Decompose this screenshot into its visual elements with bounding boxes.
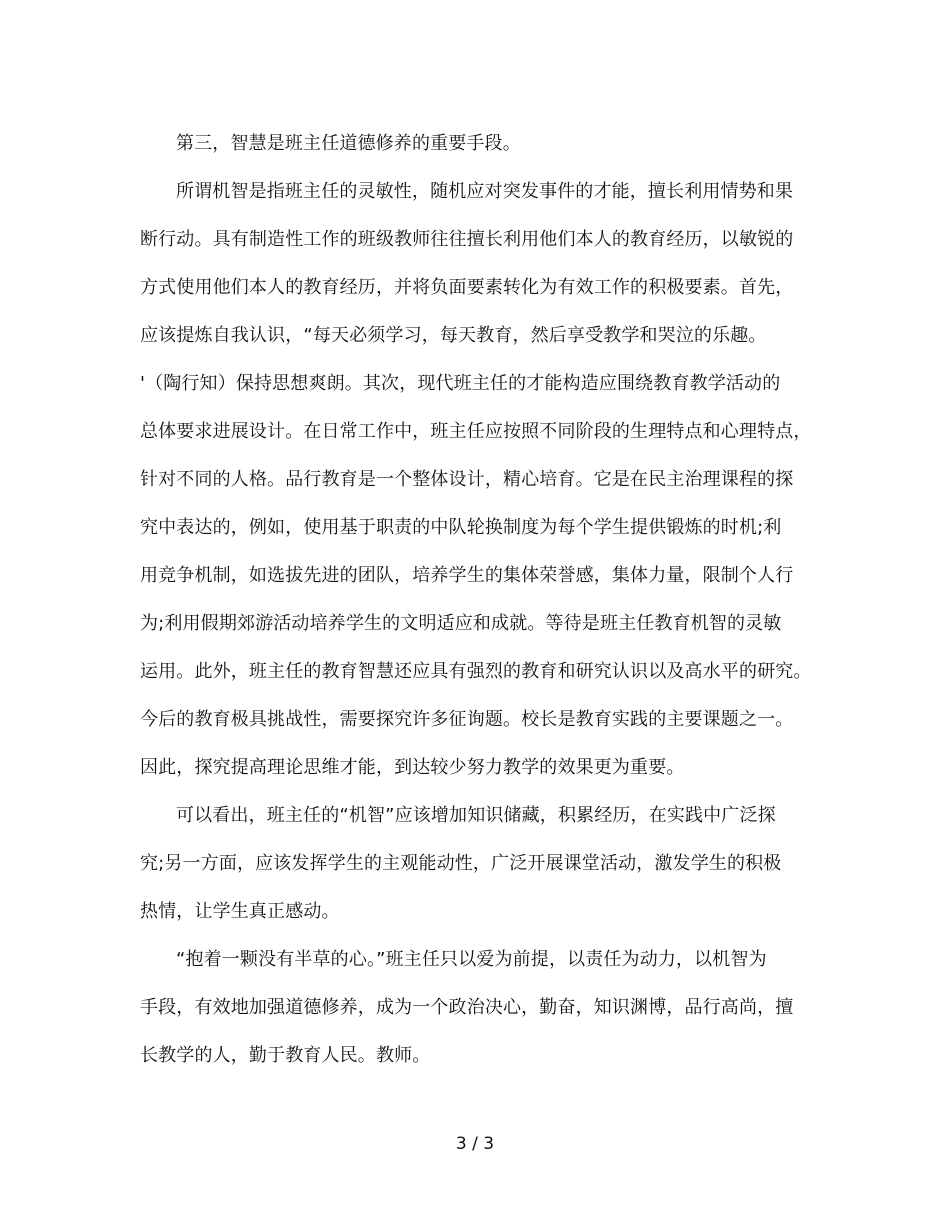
text-line: 今后的教育极具挑战性，需要探究许多征询题。校长是教育实践的主要课题之一。: [140, 709, 794, 730]
text-line: 究;另一方面，应该发挥学生的主观能动性，广泛开展课堂活动，激发学生的积极: [140, 853, 782, 874]
text-line: 长教学的人，勤于教育人民。教师。: [140, 1045, 431, 1066]
text-line: 为;利用假期郊游活动培养学生的文明适应和成就。等待是班主任教育机智的灵敏: [140, 613, 782, 634]
text-line: 用竞争机制，如选拔先进的团队，培养学生的集体荣誉感，集体力量，限制个人行: [140, 565, 794, 586]
text-line: 方式使用他们本人的教育经历，并将负面要素转化为有效工作的积极要素。首先，: [140, 277, 794, 298]
text-line: 总体要求进展设计。在日常工作中，班主任应按照不同阶段的生理特点和心理特点，: [140, 421, 812, 442]
text-line: 热情，让学生真正感动。: [140, 901, 340, 922]
text-line: 第三，智慧是班主任道德修养的重要手段。: [176, 133, 521, 154]
text-line: 可以看出，班主任的“机智”应该增加知识储藏，积累经历，在实践中广泛探: [176, 805, 776, 826]
text-line: “抱着一颗没有半草的心。”班主任只以爱为前提，以责任为动力，以机智为: [176, 949, 767, 970]
text-line: 所谓机智是指班主任的灵敏性，随机应对突发事件的才能，擅长利用情势和果: [176, 181, 794, 202]
text-line: 应该提炼自我认识，“每天必须学习，每天教育，然后享受教学和哭泣的乐趣。: [140, 325, 767, 346]
text-line: 断行动。具有制造性工作的班级教师往往擅长利用他们本人的教育经历，以敏锐的: [140, 229, 794, 250]
text-line: 究中表达的，例如，使用基于职责的中队轮换制度为每个学生提供锻炼的时机;利: [140, 517, 782, 538]
text-line: 手段，有效地加强道德修养，成为一个政治决心，勤奋，知识渊博，品行高尚，擅: [140, 997, 794, 1018]
text-line: 因此，探究提高理论思维才能，到达较少努力教学的效果更为重要。: [140, 757, 685, 778]
text-line: '（陶行知）保持思想爽朗。其次，现代班主任的才能构造应围绕教育教学活动的: [140, 373, 781, 394]
page-number: 3 / 3: [455, 1134, 495, 1154]
text-line: 针对不同的人格。品行教育是一个整体设计，精心培育。它是在民主治理课程的探: [140, 469, 794, 490]
text-line: 运用。此外，班主任的教育智慧还应具有强烈的教育和研究认识以及高水平的研究。: [140, 661, 812, 682]
